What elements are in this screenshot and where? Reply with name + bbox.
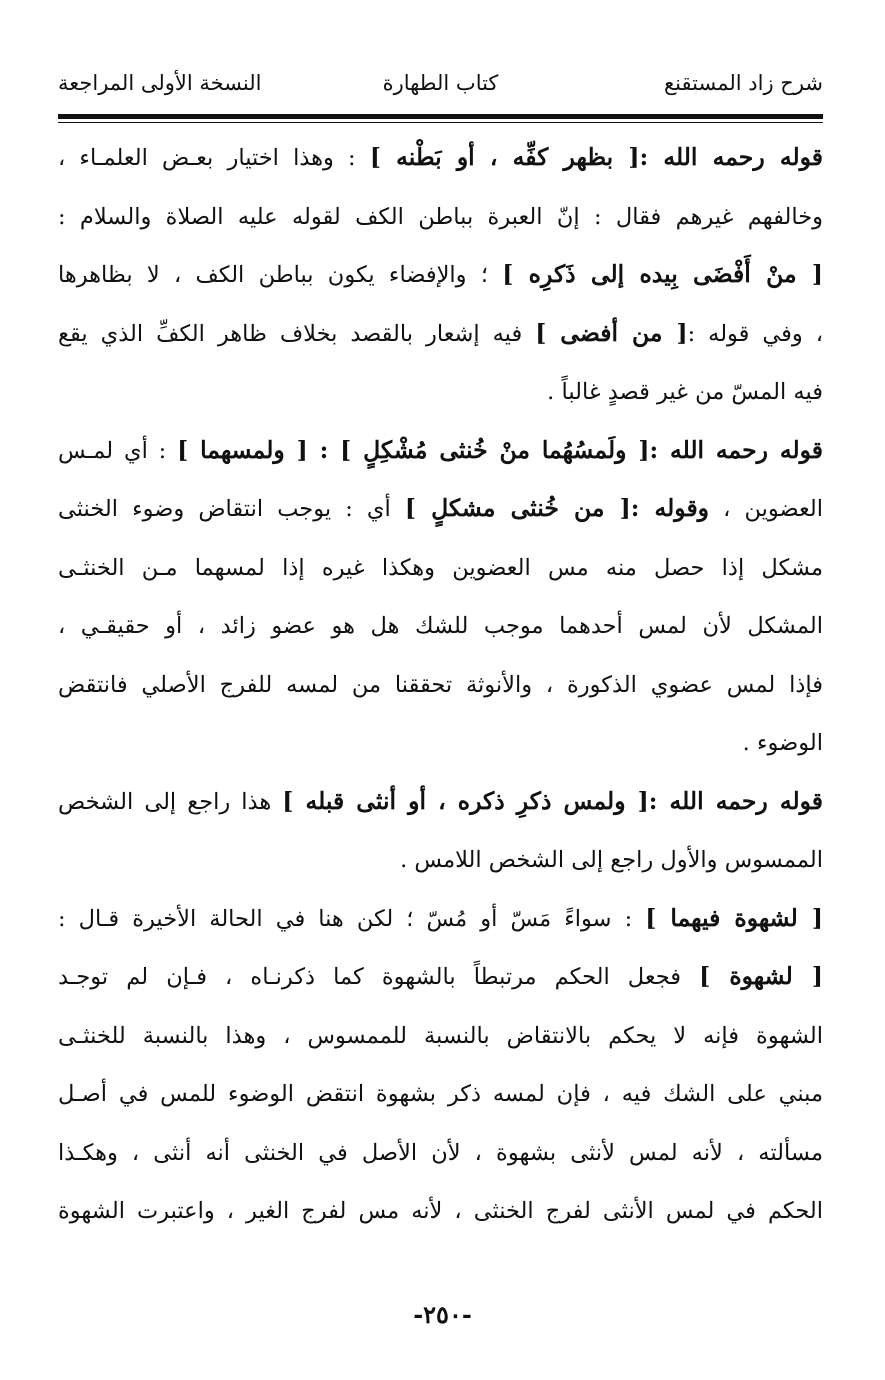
line-tail-text: ؛ والإفضاء يكون بباطن الكف ، لا بظاهرها [58,262,503,288]
header-rule-thin [58,122,823,123]
line-lead-text: الوضوء . [742,730,823,756]
text-line [58,128,823,187]
line-lead-text: فإذا لمس عضوي الذكورة ، والأنوثة تحققنا من لمسه للفرج الأصلي فانتقض [58,671,823,698]
line-tail-text: فيه إشعار بالقصد بخلاف ظاهر الكفِّ الذي يقع [58,320,536,347]
quoted-matn-text: [ منْ أَفْضَى بِيده إلى ذَكرِه ] [502,260,823,288]
line-lead-text: مسألته ، لأنه لمس لأنثى بشهوة ، لأن الأصل في الخنثى أنه أنثى ، وهكـذا [58,1139,823,1166]
line-lead-text: مشكل إذا حصل منه مس العضوين وهكذا غيره إذا لمسهما مـن الخنثـى [58,554,823,581]
text-line [58,1123,823,1182]
line-lead-text: مبني على الشك فيه ، فإن لمسه ذكر بشهوة انتقض الوضوء للمس في أصـل [58,1081,823,1107]
line-lead-text: الممسوس والأول راجع إلى الشخص اللامس . [400,847,823,873]
line-tail-text: : أي لمـس [58,437,178,464]
quoted-matn-text: [ لشهوة ] [699,962,823,990]
line-tail-text: فجعل الحكم مرتبطاً بالشهوة كما ذكرنـاه ، فـإن لم توجـد [58,964,700,990]
text-line [58,830,823,889]
text-line [58,713,823,772]
text-line [58,655,823,714]
quoted-matn-text: [ من أفضى ] [535,318,688,347]
text-line [58,479,823,538]
quoted-matn-text: [ لشهوة فيهما ] [645,903,823,932]
quoted-matn-text: قوله رحمه الله :[ ولَمسُهُما منْ خُنثى مُشْكِلٍ ] : [ ولمسهما ] [177,435,823,464]
line-tail-text: هذا راجع إلى الشخص [58,788,283,815]
text-line [58,596,823,655]
text-line [58,421,823,480]
header-rule-thick [58,114,823,119]
text-line [58,889,823,948]
line-lead-text: العضوين ، [709,496,823,522]
line-tail-text: : وهذا اختيار بعـض العلمـاء ، [58,145,370,171]
text-line [58,1006,823,1065]
text-line [58,947,823,1006]
line-lead-text: الشهوة فإنه لا يحكم بالانتقاض بالنسبة للممسوس ، وهذا بالنسبة للخنثـى [58,1022,823,1049]
quoted-matn-text: قوله رحمه الله :[ بظهر كفِّه ، أو بَطْنه ] [369,143,823,171]
line-lead-text: فيه المسّ من غير قصدٍ غالباً . [547,379,823,405]
text-line [58,1064,823,1123]
text-line [58,362,823,421]
text-line [58,1181,823,1240]
line-lead-text: ، وفي قوله : [687,320,823,347]
line-tail-text: أي : يوجب انتقاض وضوء الخنثى [58,496,405,522]
quoted-matn-text: وقوله :[ من خُنثى مشكلٍ ] [404,494,710,522]
text-line [58,538,823,597]
running-header [58,60,823,106]
text-line [58,772,823,831]
book-title: شرح زاد المستقنع [664,71,823,95]
line-tail-text: : سواءً مَسّ أو مُسّ ؛ لكن هنا في الحالة الأخيرة قـال : [58,905,646,932]
edition-note: النسخة الأولى المراجعة [58,71,262,95]
page-number: -٢٥٠- [413,1300,472,1329]
text-line [58,245,823,304]
body-text [58,128,823,1240]
line-lead-text: وخالفهم غيرهم فقال : إنّ العبرة بباطن الكف لقوله عليه الصلاة والسلام : [58,203,823,230]
quoted-matn-text: قوله رحمه الله :[ ولمس ذكرِ ذكره ، أو أنثى قبله ] [282,786,823,815]
text-line [58,187,823,246]
line-lead-text: الحكم في لمس الأنثى لفرج الخنثى ، لأنه مس لفرج الغير ، واعتبرت الشهوة [58,1198,823,1224]
line-lead-text: المشكل لأن لمس أحدهما موجب للشك هل هو عضو زائد ، أو حقيقـي ، [58,613,823,639]
chapter-title: كتاب الطهارة [382,71,499,95]
text-line [58,304,823,363]
